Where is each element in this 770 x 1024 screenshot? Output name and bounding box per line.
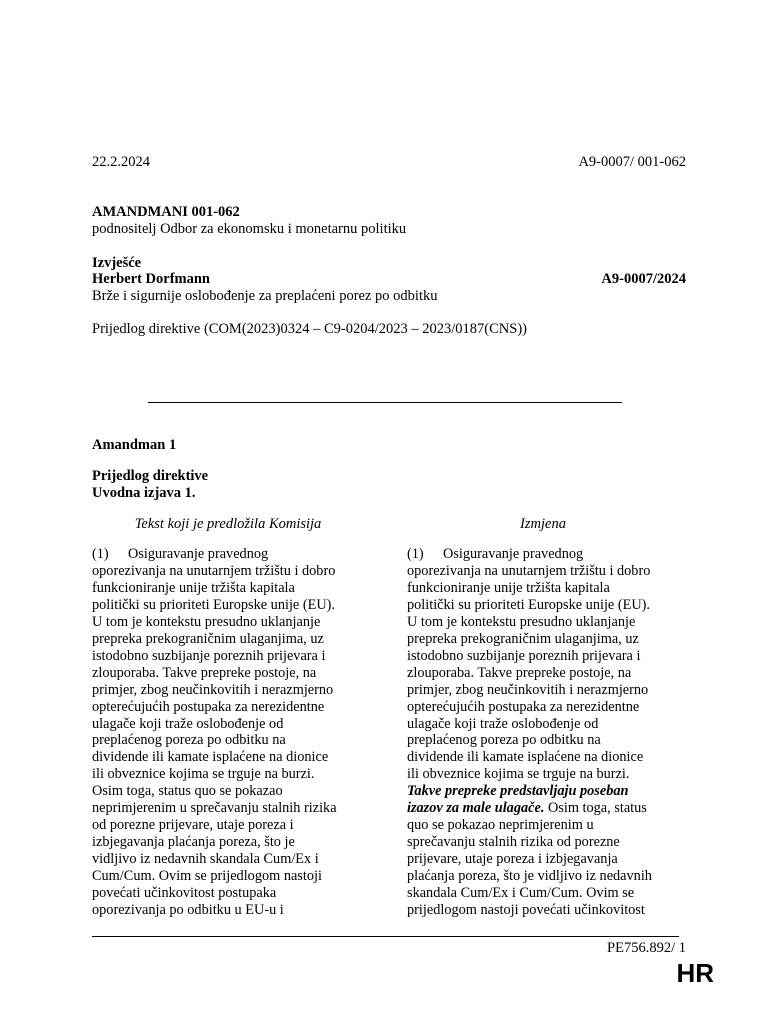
text-line: prijevare, utaje poreza i izbjegavanja <box>407 851 618 868</box>
text-line: povećati učinkovitost postupaka <box>92 885 277 902</box>
recital-label: Uvodna izjava 1. <box>92 485 196 501</box>
amendment-text-heading: Izmjena <box>520 516 566 532</box>
text-line: (1) Osiguravanje pravednog <box>92 546 269 562</box>
text-line: sprečavanju stalnih rizika od porezne <box>407 834 620 851</box>
report-reference: A9-0007/2024 <box>601 271 686 287</box>
text-line: dividende ili kamate isplaćene na dionice <box>92 749 329 766</box>
text-line: zlouporaba. Takve prepreke postoje, na <box>92 664 317 681</box>
language-code: HR <box>676 958 714 988</box>
text-line: istodobno suzbijanje poreznih prijevara i <box>92 647 326 664</box>
report-label: Izvješće <box>92 255 142 271</box>
text-line: neprimjerenim u sprečavanju stalnih rizika <box>92 800 337 817</box>
text-line: ulagače koji traže oslobođenje od <box>92 715 284 732</box>
text-line: U tom je kontekstu presudno uklanjanje <box>92 613 321 630</box>
text-line: primjer, zbog neučinkovitih i nerazmjerno <box>92 681 334 698</box>
amendment-label: Amandman 1 <box>92 437 177 453</box>
text-line: (1) Osiguravanje pravednog <box>407 546 584 562</box>
commission-text-column <box>92 546 364 919</box>
proposal-reference: Prijedlog direktive (COM(2023)0324 – C9-0204/2023 – 2023/0187(CNS)) <box>92 321 527 337</box>
rapporteur-name: Herbert Dorfmann <box>92 271 210 287</box>
text-line: ulagače koji traže oslobođenje od <box>407 715 599 732</box>
text-line: istodobno suzbijanje poreznih prijevara i <box>407 647 641 664</box>
inserted-text-line: Takve prepreke predstavljaju poseban <box>407 783 629 800</box>
recital-number: (1) <box>407 546 424 562</box>
text-line: politički su prioriteti Europske unije (EU). <box>407 596 650 613</box>
inserted-text: izazov za male ulagače. <box>407 800 545 817</box>
text-line: opterećujućih postupaka za nerezidentne <box>92 698 325 715</box>
text-line: oporezivanja po odbitku u EU-u i <box>92 902 284 919</box>
text-line: Osim toga, status quo se pokazao <box>92 783 283 800</box>
text-line: prepreka prekograničnim ulaganjima, uz <box>92 630 324 647</box>
text-line: preplaćenog poreza po odbitku na <box>407 732 601 749</box>
text-line: politički su prioriteti Europske unije (EU). <box>92 596 335 613</box>
footer-rule <box>92 936 679 937</box>
amendments-title: AMANDMANI 001-062 <box>92 204 240 220</box>
text-line: ili obveznice kojima se trguje na burzi. <box>92 766 315 783</box>
text-line: prijedlogom nastoji povećati učinkovitost <box>407 902 645 919</box>
text-line: izazov za male ulagače. Osim toga, status <box>407 800 647 817</box>
text-line: dividende ili kamate isplaćene na dionice <box>407 749 644 766</box>
text-line: funkcioniranje unije tržišta kapitala <box>407 579 610 596</box>
report-title: Brže i sigurnije oslobođenje za preplaćeni porez po odbitku <box>92 288 438 304</box>
text-line: U tom je kontekstu presudno uklanjanje <box>407 613 636 630</box>
text-line: preplaćenog poreza po odbitku na <box>92 732 286 749</box>
page-reference: PE756.892/ 1 <box>607 940 686 956</box>
document-date: 22.2.2024 <box>92 154 150 170</box>
text-line: oporezivanja na unutarnjem tržištu i dobro <box>92 562 336 579</box>
amendment-range-ref: A9-0007/ 001-062 <box>578 154 686 170</box>
text-line: prepreka prekograničnim ulaganjima, uz <box>407 630 639 647</box>
text-line: quo se pokazao neprimjerenim u <box>407 817 594 834</box>
text-line: Cum/Cum. Ovim se prijedlogom nastoji <box>92 868 322 885</box>
section-divider <box>148 402 622 403</box>
recital-number: (1) <box>92 546 109 562</box>
text-line: od porezne prijevare, utaje poreza i <box>92 817 294 834</box>
commission-text-heading: Tekst koji je predložila Komisija <box>134 516 322 532</box>
text-line: oporezivanja na unutarnjem tržištu i dobro <box>407 562 651 579</box>
amendment-text-column <box>407 546 679 919</box>
text-line: izbjegavanja plaćanja poreza, što je <box>92 834 295 851</box>
text-line: plaćanja poreza, što je vidljivo iz nedavnih <box>407 868 652 885</box>
text-line: opterećujućih postupaka za nerezidentne <box>407 698 640 715</box>
submitted-by: podnositelj Odbor za ekonomsku i monetarnu politiku <box>92 221 407 237</box>
text-line: zlouporaba. Takve prepreke postoje, na <box>407 664 632 681</box>
proposal-label: Prijedlog direktive <box>92 468 209 484</box>
text-line: skandala Cum/Ex i Cum/Cum. Ovim se <box>407 885 635 902</box>
text-line: primjer, zbog neučinkovitih i nerazmjerno <box>407 681 649 698</box>
text-line: ili obveznice kojima se trguje na burzi. <box>407 766 630 783</box>
text-line: funkcioniranje unije tržišta kapitala <box>92 579 295 596</box>
text-line: vidljivo iz nedavnih skandala Cum/Ex i <box>92 851 319 868</box>
